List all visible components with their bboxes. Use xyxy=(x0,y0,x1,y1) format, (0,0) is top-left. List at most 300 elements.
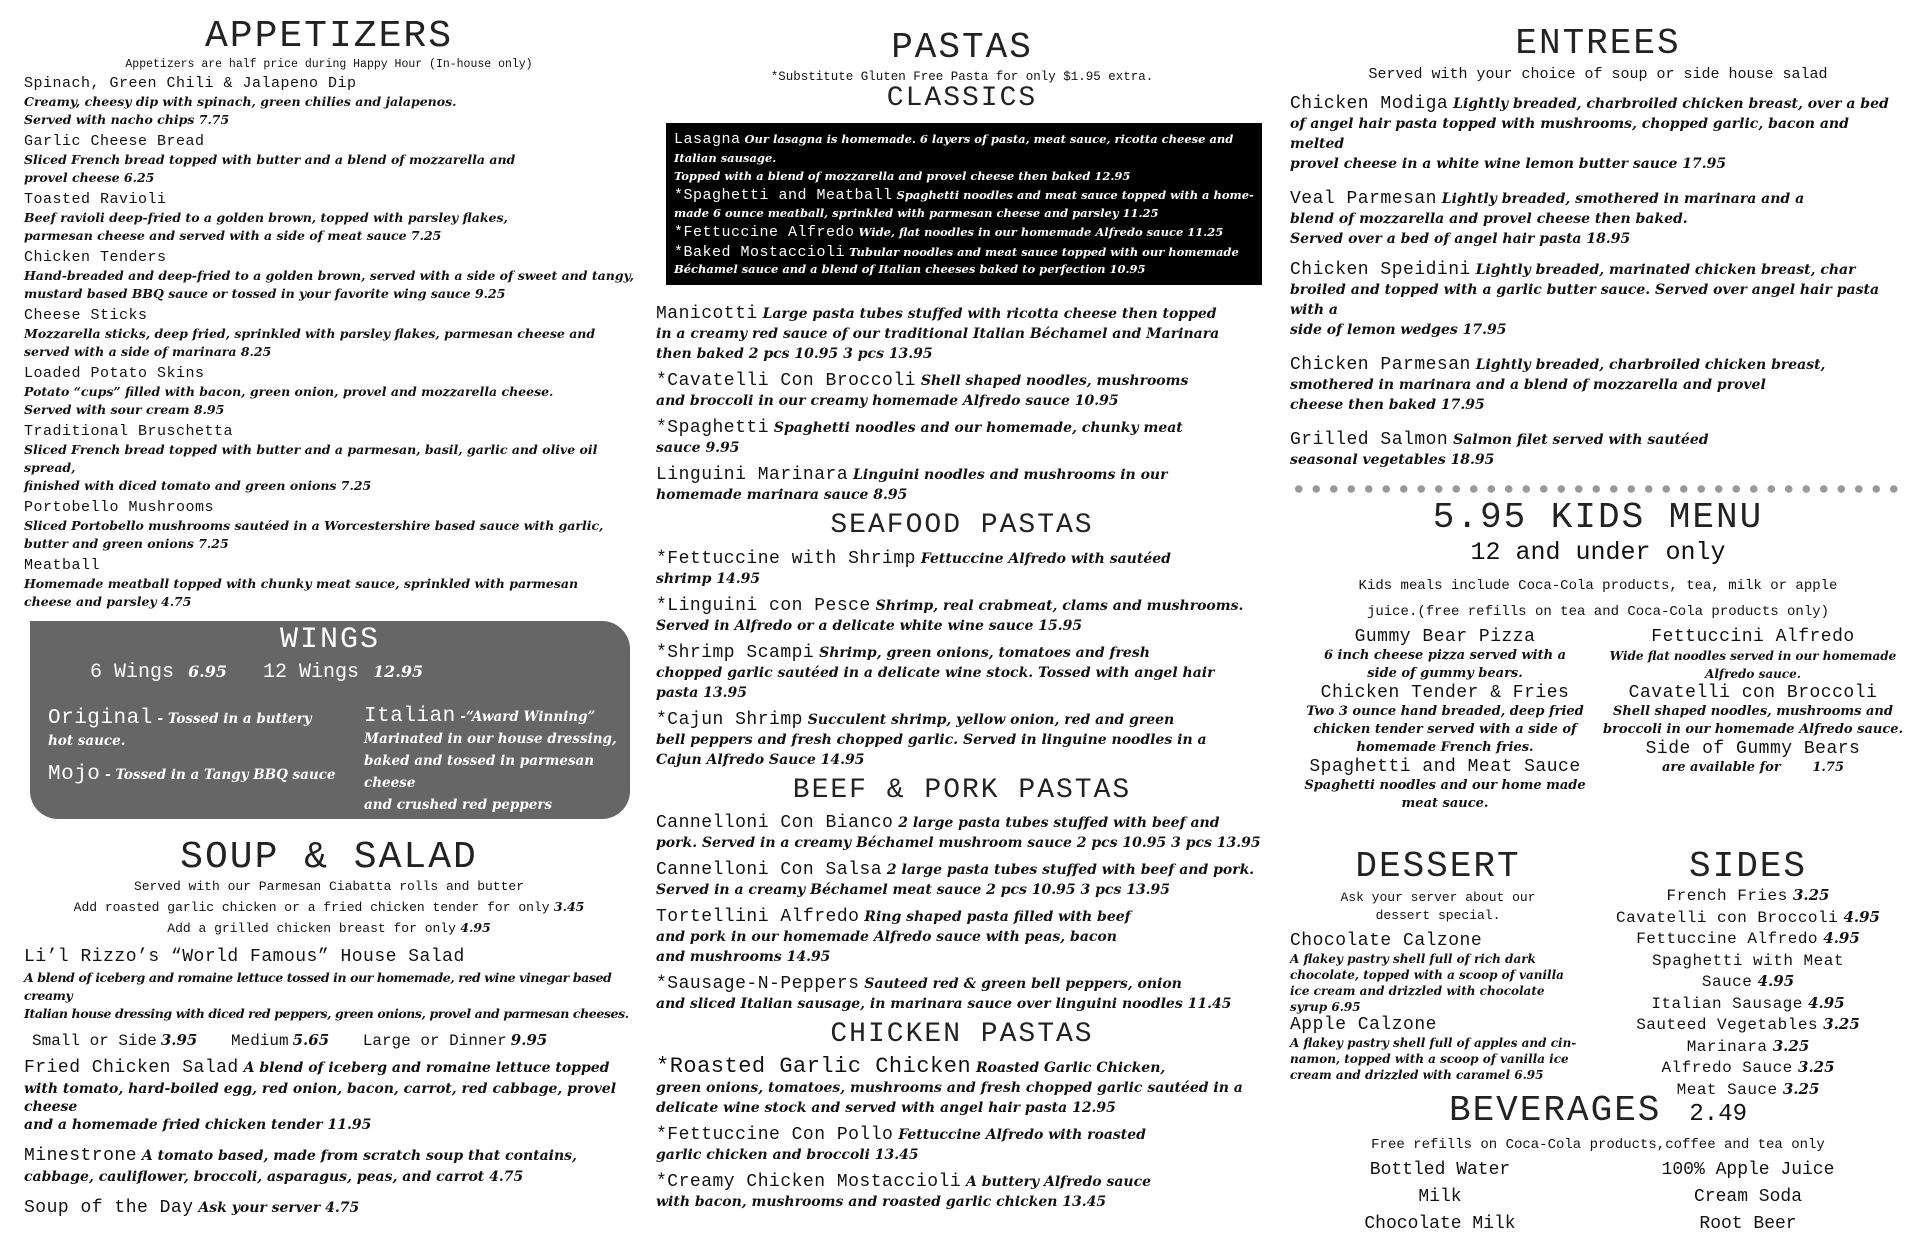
item-name: *Fettuccine Con Pollo xyxy=(656,1125,894,1146)
item-desc: Béchamel sauce and a blend of Italian cheeses baked to perfection 10.95 xyxy=(674,262,1146,277)
item-name: Chocolate Calzone xyxy=(1290,931,1483,951)
item-name: Apple Calzone xyxy=(1290,1015,1437,1035)
menu-item xyxy=(1600,683,1906,739)
menu-item xyxy=(24,499,634,553)
fried-chicken-salad xyxy=(24,1056,634,1134)
item-desc: mustard based BBQ sauce or tossed in your favorite wing sauce 9.25 xyxy=(24,286,506,301)
sides-section xyxy=(1590,846,1906,1100)
side-name: French Fries xyxy=(1666,887,1788,905)
item-desc: Spaghetti noodles and meat sauce topped with a home- xyxy=(892,188,1254,203)
item-desc: Two 3 ounce hand breaded, deep fried xyxy=(1306,704,1584,719)
beverage-item: Bottled Water xyxy=(1369,1160,1511,1180)
item-desc: and sliced Italian sausage, in marinara sauce over linguini noodles 11.45 xyxy=(656,996,1232,1013)
item-desc: blend of mozzarella and provel cheese then baked. xyxy=(1290,211,1688,227)
item-desc: Fettuccine Alfredo with roasted xyxy=(893,1127,1146,1144)
item-name: Chicken Tender & Fries xyxy=(1320,683,1570,703)
house-salad xyxy=(24,945,634,1023)
classics-title: CLASSICS xyxy=(886,83,1038,114)
side-item xyxy=(1590,971,1906,993)
item-name: Loaded Potato Skins xyxy=(24,365,205,382)
item-name: *Roasted Garlic Chicken xyxy=(656,1054,972,1080)
item-desc: Large pasta tubes stuffed with ricotta cheese then topped xyxy=(757,305,1217,322)
side-name: Meat Sauce xyxy=(1676,1080,1778,1099)
item-desc: meat sauce. xyxy=(1401,796,1489,811)
menu-item xyxy=(674,222,1254,242)
pastas-note: *Substitute Gluten Free Pasta for only $1.95 extra. xyxy=(770,70,1154,84)
menu-item xyxy=(1290,1015,1586,1083)
item-desc: provel cheese in a white wine lemon butter sauce 17.95 xyxy=(1290,156,1727,172)
item-name: Linguini Marinara xyxy=(656,464,849,485)
item-name: Meatball xyxy=(24,557,101,574)
item-desc: Hand-breaded and deep-fried to a golden brown, served with a side of sweet and tangy, xyxy=(24,268,634,283)
menu-item xyxy=(656,1171,1268,1212)
item-name: *Linguini con Pesce xyxy=(656,595,871,616)
flavor-name: Italian xyxy=(364,705,456,728)
item-desc: homemade marinara sauce 8.95 xyxy=(656,486,908,503)
appetizers-list xyxy=(24,75,634,611)
item-name: Side of Gummy Bears xyxy=(1645,739,1861,759)
item-desc: smothered in marinara and a blend of mozzarella and provel xyxy=(1290,377,1766,393)
item-name: Cannelloni Con Bianco xyxy=(656,813,894,834)
beverage-item: 100% Apple Juice xyxy=(1661,1160,1835,1180)
item-desc: Wide, flat noodles in our homemade Alfredo sauce 11.25 xyxy=(854,225,1224,240)
flavor-desc: and crushed red peppers xyxy=(364,797,553,813)
menu-item xyxy=(24,307,634,361)
item-desc: and broccoli in our creamy homemade Alfredo sauce 10.95 xyxy=(656,392,1119,409)
item-desc: Tubular noodles and meat sauce topped with our homemade xyxy=(845,244,1239,259)
size-label: Large or Dinner xyxy=(362,1032,507,1050)
menu-item xyxy=(656,812,1268,853)
item-name: Cheese Sticks xyxy=(24,307,148,324)
item-desc: Ring shaped pasta filled with beef xyxy=(859,909,1131,926)
menu-item xyxy=(24,75,634,129)
item-desc: namon, topped with a scoop of vanilla ice xyxy=(1290,1052,1569,1066)
soup-note-price: 3.45 xyxy=(549,899,585,914)
item-desc: made 6 ounce meatball, sprinkled with parmesan cheese and parsley 11.25 xyxy=(674,205,1159,220)
item-name: *Sausage-N-Peppers xyxy=(656,974,860,995)
menu-item xyxy=(656,464,1268,505)
menu-item xyxy=(656,859,1268,900)
flavor-desc: baked and tossed in parmesan cheese xyxy=(364,753,595,791)
flavor-desc: hot sauce. xyxy=(48,733,126,749)
item-desc: Sliced Portobello mushrooms sautéed in a Worcestershire based sauce with garlic, xyxy=(24,518,604,533)
pastas-title: PASTAS xyxy=(891,27,1033,68)
soup-note xyxy=(24,918,634,939)
kids-note-line: Kids meals include Coca-Cola products, tea, milk or apple xyxy=(1358,578,1838,594)
item-desc: sauce 9.95 xyxy=(656,439,740,456)
side-item xyxy=(1590,993,1906,1015)
side-item xyxy=(1590,1079,1906,1101)
item-desc: served with a side of marinara 8.25 xyxy=(24,344,272,359)
item-desc: garlic chicken and broccoli 13.45 xyxy=(656,1147,919,1164)
menu-item xyxy=(24,365,634,419)
twelve-wings-price: 12.95 xyxy=(373,662,424,681)
minestrone xyxy=(24,1144,634,1186)
item-name: Veal Parmesan xyxy=(1290,189,1437,209)
sides-title: SIDES xyxy=(1688,846,1808,887)
item-desc: Wide flat noodles served in our homemade xyxy=(1609,649,1897,663)
item-desc: with bacon, mushrooms and roasted garlic chicken 13.45 xyxy=(656,1194,1107,1211)
flavor-name: Original xyxy=(48,707,153,730)
item-desc: Salmon filet served with sautéed xyxy=(1448,432,1709,448)
flavor-desc: -“Award Winning” xyxy=(455,709,596,725)
soup-of-day xyxy=(24,1196,634,1220)
side-price: 3.25 xyxy=(1792,1058,1835,1076)
item-desc: Ask your server 4.75 xyxy=(193,1200,360,1216)
beverage-item: Milk xyxy=(1418,1187,1462,1207)
item-desc: cheese then baked 17.95 xyxy=(1290,397,1485,413)
item-name: Li’l Rizzo’s “World Famous” House Salad xyxy=(24,947,465,967)
item-desc: broccoli in our homemade Alfredo sauce. xyxy=(1602,722,1904,737)
item-name: *Cajun Shrimp xyxy=(656,709,803,730)
item-desc: and pork in our homemade Alfredo sauce with peas, bacon xyxy=(656,929,1117,946)
item-desc: homemade French fries. xyxy=(1356,740,1534,755)
side-name: Sauce xyxy=(1701,973,1753,991)
wings-panel xyxy=(30,621,630,819)
item-name: Spaghetti and Meat Sauce xyxy=(1309,757,1581,777)
item-desc: Sliced French bread topped with butter and a parmesan, basil, garlic and olive oil spread, xyxy=(24,442,598,475)
classics-box xyxy=(666,123,1262,285)
item-desc: chicken tender served with a side of xyxy=(1313,722,1577,737)
dessert-note-line: Ask your server about our xyxy=(1340,890,1536,905)
item-desc: Served over a bed of angel hair pasta 18.95 xyxy=(1290,231,1631,247)
menu-item xyxy=(24,557,634,611)
dessert-title: DESSERT xyxy=(1355,846,1521,887)
side-price: 3.25 xyxy=(1818,1015,1860,1033)
item-name: Tortellini Alfredo xyxy=(656,907,860,928)
beverages-right xyxy=(1590,1157,1906,1238)
kids-menu-title: 5.95 KIDS MENU xyxy=(1432,497,1764,538)
item-desc: Topped with a blend of mozzarella and provel cheese then baked 12.95 xyxy=(674,168,1131,183)
beverages-title: BEVERAGES xyxy=(1448,1090,1662,1131)
flavor-desc: - Tossed in a buttery xyxy=(152,711,312,727)
item-name: Gummy Bear Pizza xyxy=(1354,627,1536,647)
menu-item xyxy=(674,185,1254,205)
beverage-item: Chocolate Milk xyxy=(1364,1214,1516,1234)
item-name: *Creamy Chicken Mostaccioli xyxy=(656,1172,962,1193)
dessert-note-line: dessert special. xyxy=(1375,908,1501,923)
item-desc: pork. Served in a creamy Béchamel mushroom sauce 2 pcs 10.95 3 pcs 13.95 xyxy=(656,835,1261,852)
item-desc: Creamy, cheesy dip with spinach, green chilies and jalapenos. xyxy=(24,94,457,109)
menu-item xyxy=(1290,931,1586,1015)
side-item xyxy=(1590,950,1906,972)
item-desc: shrimp 14.95 xyxy=(656,570,761,587)
item-desc: A blend of iceberg and romaine lettuce tossed in our homemade, red wine vinegar based creamy xyxy=(24,970,612,1003)
size-label: Medium xyxy=(230,1032,289,1050)
side-price: 4.95 xyxy=(1802,993,1845,1012)
size-label: Small or Side xyxy=(32,1032,157,1050)
item-name: Manicotti xyxy=(656,303,758,324)
wing-flavor-mojo xyxy=(48,763,348,786)
item-desc: Served in a creamy Béchamel meat sauce 2 pcs 10.95 3 pcs 13.95 xyxy=(656,882,1171,899)
entrees-note: Served with your choice of soup or side house salad xyxy=(1368,66,1828,83)
side-price: 3.25 xyxy=(1767,1036,1810,1055)
menu-item xyxy=(1290,683,1600,757)
menu-item xyxy=(1290,188,1906,249)
item-name: Lasagna xyxy=(674,130,741,148)
item-desc: and a homemade fried chicken tender 11.95 xyxy=(24,1117,372,1133)
item-desc: Lightly breaded, charbroiled chicken breast, xyxy=(1470,357,1826,373)
kids-menu-subtitle: 12 and under only xyxy=(1470,538,1726,567)
item-desc: Lightly breaded, charbroiled chicken breast, over a bed xyxy=(1448,96,1889,112)
item-desc: Fettuccine Alfredo with sautéed xyxy=(915,550,1171,567)
kids-right-column xyxy=(1600,627,1906,777)
beverage-item: Root Beer xyxy=(1699,1214,1797,1234)
seafood-title: SEAFOOD PASTAS xyxy=(830,509,1094,541)
item-name: *Shrimp Scampi xyxy=(656,642,815,663)
item-desc: seasonal vegetables 18.95 xyxy=(1290,452,1495,468)
item-desc: Italian house dressing with diced red peppers, green onions, provel and parmesan cheeses. xyxy=(24,1006,629,1021)
side-item xyxy=(1590,1014,1906,1036)
item-desc: Mozzarella sticks, deep fried, sprinkled with parsley flakes, parmesan cheese and xyxy=(24,326,596,341)
six-wings-label: 6 Wings xyxy=(90,661,175,684)
item-desc: side of lemon wedges 17.95 xyxy=(1290,322,1507,338)
menu-item xyxy=(656,595,1268,636)
item-desc: with tomato, hard-boiled egg, red onion, bacon, carrot, red cabbage, provel cheese xyxy=(24,1081,617,1115)
six-wings-price: 6.95 xyxy=(188,662,227,681)
menu-item xyxy=(1600,627,1906,683)
item-name: Fried Chicken Salad xyxy=(24,1058,239,1078)
item-name: Traditional Bruschetta xyxy=(24,423,234,440)
appetizers-note: Appetizers are half price during Happy Hour (In-house only) xyxy=(125,58,533,71)
dessert-and-sides xyxy=(1290,846,1906,1099)
salad-sizes xyxy=(32,1031,634,1050)
item-name: Spinach, Green Chili & Jalapeno Dip xyxy=(24,75,357,92)
item-desc: 6 inch cheese pizza served with a xyxy=(1323,648,1567,663)
menu-item xyxy=(656,709,1268,770)
appetizers-title: APPETIZERS xyxy=(204,15,454,58)
item-desc: Served with sour cream 8.95 xyxy=(24,402,225,417)
item-desc: Served with nacho chips 7.75 xyxy=(24,112,230,127)
menu-item xyxy=(24,423,634,495)
menu-item xyxy=(656,906,1268,967)
menu-item xyxy=(1290,757,1600,813)
item-desc: are available for 1.75 xyxy=(1661,760,1845,775)
item-desc: then baked 2 pcs 10.95 3 pcs 13.95 xyxy=(656,345,933,362)
item-desc: syrup 6.95 xyxy=(1290,1000,1361,1014)
item-desc: Beef ravioli deep-fried to a golden brown, topped with parsley flakes, xyxy=(24,210,508,225)
menu-item xyxy=(24,191,634,245)
kids-left-column xyxy=(1290,627,1600,813)
menu-item xyxy=(1290,627,1600,683)
wings-title: WINGS xyxy=(279,623,380,657)
side-name: Sauteed Vegetables xyxy=(1636,1016,1819,1034)
side-name: Alfredo Sauce xyxy=(1661,1059,1793,1077)
item-name: *Spaghetti and Meatball xyxy=(674,187,893,205)
item-desc: Spaghetti noodles and our home made xyxy=(1304,778,1586,793)
item-desc: broiled and topped with a garlic butter sauce. Served over angel hair pasta with a xyxy=(1290,282,1880,318)
flavor-desc: Marinated in our house dressing, xyxy=(364,731,617,747)
item-name: Cavatelli con Broccoli xyxy=(1628,683,1878,703)
item-desc: Alfredo sauce. xyxy=(1705,667,1801,681)
kids-items xyxy=(1290,625,1906,835)
side-price: 3.25 xyxy=(1777,1079,1820,1098)
item-desc: cabbage, cauliflower, broccoli, asparagus, peas, and carrot 4.75 xyxy=(24,1169,524,1185)
flavor-name: Mojo xyxy=(48,763,101,786)
item-desc: Lightly breaded, smothered in marinara and a xyxy=(1436,191,1805,207)
item-name: Soup of the Day xyxy=(24,1198,194,1218)
item-name: Minestrone xyxy=(24,1146,138,1166)
item-desc: Shrimp, green onions, tomatoes and fresh xyxy=(814,644,1150,661)
twelve-wings-label: 12 Wings xyxy=(262,661,359,684)
menu-item xyxy=(674,242,1254,262)
beverage-item: Cream Soda xyxy=(1693,1187,1803,1207)
item-desc: and mushrooms 14.95 xyxy=(656,949,831,966)
menu-item xyxy=(24,249,634,303)
item-desc: chocolate, topped with a scoop of vanilla xyxy=(1290,968,1564,982)
item-name: *Fettuccine with Shrimp xyxy=(656,548,916,569)
item-desc: provel cheese 6.25 xyxy=(24,170,155,185)
menu-item xyxy=(656,370,1268,411)
beverages-left xyxy=(1290,1157,1590,1238)
item-desc: Sauteed red & green bell peppers, onion xyxy=(859,976,1182,993)
item-desc: A flakey pastry shell full of apples and cin- xyxy=(1290,1036,1577,1050)
item-desc: Homemade meatball topped with chunky meat sauce, sprinkled with parmesan xyxy=(24,576,579,591)
item-name: *Fettuccine Alfredo xyxy=(674,224,855,242)
dessert-section xyxy=(1290,846,1586,1083)
item-desc: cheese and parsley 4.75 xyxy=(24,594,192,609)
item-name: Grilled Salmon xyxy=(1290,430,1449,450)
item-name: Chicken Parmesan xyxy=(1290,355,1471,375)
item-desc: ice cream and drizzled with chocolate xyxy=(1290,984,1545,998)
item-desc: 2 large pasta tubes stuffed with beef and pork. xyxy=(882,862,1255,879)
soup-note xyxy=(24,897,634,918)
item-desc: Served in Alfredo or a delicate white wine sauce 15.95 xyxy=(656,617,1083,634)
item-desc: in a creamy red sauce of our traditional Italian Béchamel and Marinara xyxy=(656,325,1220,342)
menu-item xyxy=(656,642,1268,703)
item-name: *Baked Mostaccioli xyxy=(674,243,846,261)
size-price: 3.95 xyxy=(160,1031,198,1049)
soup-note: Served with our Parmesan Ciabatta rolls and butter xyxy=(133,879,525,894)
item-desc: parmesan cheese and served with a side of meat sauce 7.25 xyxy=(24,228,442,243)
item-desc: Roasted Garlic Chicken, xyxy=(971,1060,1166,1077)
menu-item xyxy=(656,548,1268,589)
menu-item xyxy=(1290,259,1906,340)
item-desc: green onions, tomatoes, mushrooms and fresh chopped garlic sautéed in a xyxy=(656,1080,1243,1097)
item-desc: delicate wine stock and served with angel hair pasta 12.95 xyxy=(656,1100,1116,1117)
item-desc: Cajun Alfredo Sauce 14.95 xyxy=(656,751,865,768)
entrees-title: ENTREES xyxy=(1515,23,1681,64)
kids-menu-note xyxy=(1290,573,1906,625)
dessert-note xyxy=(1290,889,1586,925)
size-price: 9.95 xyxy=(510,1031,548,1049)
side-price: 4.95 xyxy=(1818,929,1860,947)
side-price: 3.25 xyxy=(1787,886,1830,904)
wing-flavor-original xyxy=(48,707,338,752)
item-desc: bell peppers and fresh chopped garlic. Served in linguine noodles in a xyxy=(656,731,1207,748)
item-desc: A blend of iceberg and romaine lettuce topped xyxy=(238,1060,610,1076)
menu-item xyxy=(1290,429,1906,470)
item-name: *Cavatelli Con Broccoli xyxy=(656,370,916,391)
menu-item xyxy=(656,417,1268,458)
item-desc: finished with diced tomato and green onions 7.25 xyxy=(24,478,372,493)
side-name: Spaghetti with Meat xyxy=(1652,951,1844,970)
side-price: 4.95 xyxy=(1752,972,1795,990)
column-right xyxy=(1290,0,1906,1247)
flavor-desc: - Tossed in a Tangy BBQ sauce xyxy=(100,767,336,783)
beverages-list xyxy=(1290,1157,1906,1247)
item-desc: cream and drizzled with caramel 6.95 xyxy=(1290,1068,1544,1082)
menu-item xyxy=(656,1054,1268,1118)
side-name: Cavatelli con Broccoli xyxy=(1616,908,1839,927)
item-desc: butter and green onions 7.25 xyxy=(24,536,229,551)
item-desc: Spaghetti noodles and our homemade, chunky meat xyxy=(769,419,1183,436)
item-name: Chicken Modiga xyxy=(1290,94,1449,114)
item-desc: pasta 13.95 xyxy=(656,684,747,701)
menu-item xyxy=(656,1124,1268,1165)
soup-salad-title: SOUP & SALAD xyxy=(180,836,478,879)
item-desc: A buttery Alfredo sauce xyxy=(961,1174,1152,1191)
soup-note-text: Add a grilled chicken breast for only xyxy=(167,921,456,936)
soup-note-text: Add roasted garlic chicken or a fried chicken tender for only xyxy=(73,900,550,915)
item-desc: side of gummy bears. xyxy=(1367,666,1523,681)
menu-item xyxy=(656,303,1268,364)
item-name: Portobello Mushrooms xyxy=(24,499,215,516)
item-desc: Sliced French bread topped with butter and a blend of mozzarella and xyxy=(24,152,516,167)
side-name: Fettuccine Alfredo xyxy=(1636,930,1819,948)
soup-note-price: 4.95 xyxy=(455,920,491,935)
side-item xyxy=(1590,928,1906,950)
item-desc: Linguini noodles and mushrooms in our xyxy=(848,466,1168,483)
item-desc: Potato “cups” filled with bacon, green onion, provel and mozzarella cheese. xyxy=(24,384,554,399)
item-desc: of angel hair pasta topped with mushrooms, chopped garlic, bacon and melted xyxy=(1290,116,1849,152)
wing-flavor-italian xyxy=(364,705,624,816)
item-desc: Our lasagna is homemade. 6 layers of pasta, meat sauce, ricotta cheese and Italian sausage. xyxy=(674,131,1234,166)
wings-prices xyxy=(90,661,459,684)
size-price: 5.65 xyxy=(292,1031,330,1049)
beef-pork-title: BEEF & PORK PASTAS xyxy=(792,774,1132,806)
beverages-note: Free refills on Coca-Cola products,coffee and tea only xyxy=(1371,1137,1825,1153)
item-name: Garlic Cheese Bread xyxy=(24,133,205,150)
item-desc: Shell shaped noodles, mushrooms and xyxy=(1613,704,1893,719)
side-item xyxy=(1590,1057,1906,1079)
dotted-divider xyxy=(1290,484,1906,494)
chicken-pastas-title: CHICKEN PASTAS xyxy=(830,1019,1094,1051)
item-desc: A tomato based, made from scratch soup that contains, xyxy=(137,1148,577,1164)
menu-item xyxy=(1290,354,1906,415)
item-name: Chicken Speidini xyxy=(1290,260,1471,280)
side-price: 4.95 xyxy=(1838,907,1880,926)
item-desc: Shell shaped noodles, mushrooms xyxy=(915,372,1189,389)
kids-note-line: juice.(free refills on tea and Coca-Cola products only) xyxy=(1366,604,1830,620)
item-name: *Spaghetti xyxy=(656,417,770,438)
column-middle xyxy=(656,0,1268,1212)
side-name: Italian Sausage xyxy=(1651,994,1803,1013)
item-desc: 2 large pasta tubes stuffed with beef and xyxy=(893,815,1220,832)
item-name: Toasted Ravioli xyxy=(24,191,167,208)
menu-item xyxy=(24,133,634,187)
column-left xyxy=(24,0,634,1220)
menu-item xyxy=(1290,93,1906,174)
item-desc: Shrimp, real crabmeat, clams and mushrooms. xyxy=(870,597,1244,614)
item-desc: chopped garlic sautéed in a delicate wine stock. Tossed with angel hair xyxy=(656,664,1215,681)
item-desc: Succulent shrimp, yellow onion, red and green xyxy=(802,711,1175,728)
side-item xyxy=(1590,907,1906,929)
side-name: Marinara xyxy=(1686,1037,1768,1056)
item-name: Fettuccini Alfredo xyxy=(1651,627,1855,647)
side-item xyxy=(1590,1036,1906,1058)
menu-item xyxy=(674,129,1254,168)
item-desc: Lightly breaded, marinated chicken breast, char xyxy=(1470,262,1856,278)
side-item xyxy=(1590,885,1906,907)
menu-item xyxy=(1600,739,1906,777)
item-name: Chicken Tenders xyxy=(24,249,167,266)
item-desc: A flakey pastry shell full of rich dark xyxy=(1290,952,1536,966)
beverages-price: 2.49 xyxy=(1689,1101,1748,1128)
classics-more xyxy=(656,303,1268,505)
item-name: Cannelloni Con Salsa xyxy=(656,860,883,881)
menu-item xyxy=(656,973,1268,1014)
